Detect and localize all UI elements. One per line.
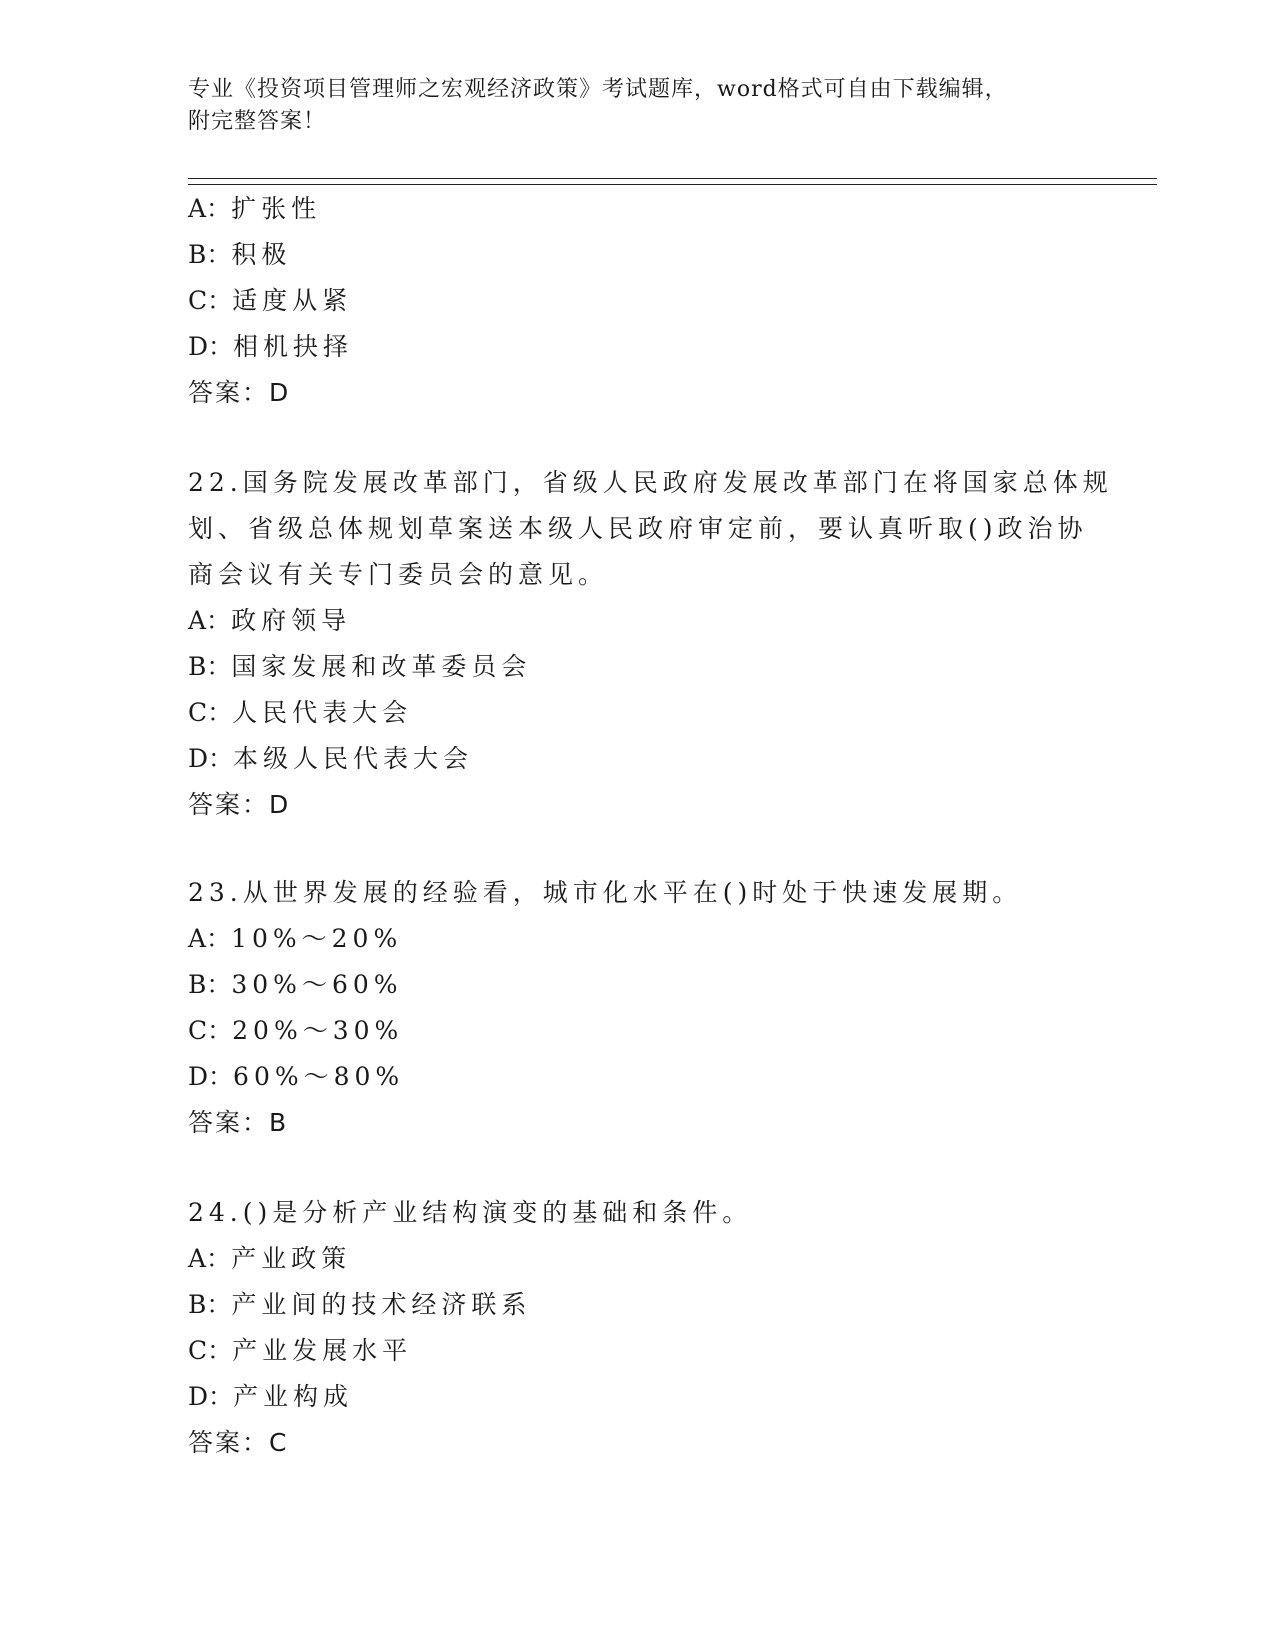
question-text-line-1: 24.()是分析产业结构演变的基础和条件。 (188, 1198, 753, 1227)
answer-line: 答案：C (188, 1428, 289, 1457)
answer-line: 答案：D (188, 378, 291, 407)
document-header (188, 74, 1088, 138)
option-d: D：本级人民代表大会 (188, 744, 474, 773)
question-text-line-1: 23.从世界发展的经验看，城市化水平在()时处于快速发展期。 (188, 878, 1023, 907)
header-divider-bottom (188, 184, 1157, 185)
option-c: C：产业发展水平 (188, 1336, 413, 1365)
question-text-line-3: 商会议有关专门委员会的意见。 (188, 560, 609, 589)
header-line-2: 附完整答案！ (188, 109, 327, 134)
question-text-line-1: 22.国务院发展改革部门，省级人民政府发展改革部门在将国家总体规 (188, 468, 1113, 497)
answer-line: 答案：D (188, 790, 291, 819)
option-c: C：适度从紧 (188, 286, 353, 315)
question-block-23 (188, 870, 1088, 1146)
question-block-22 (188, 460, 1113, 828)
option-a: A：政府领导 (188, 606, 352, 635)
option-b: B：积极 (188, 240, 292, 269)
question-block-21 (188, 186, 1088, 416)
option-a: A：10%～20% (188, 924, 403, 953)
option-d: D：60%～80% (188, 1062, 405, 1091)
option-a: A：扩张性 (188, 194, 322, 223)
question-text-line-2: 划、省级总体规划草案送本级人民政府审定前，要认真听取()政治协 (188, 514, 1088, 543)
option-d: D：相机抉择 (188, 332, 354, 361)
option-b: B：产业间的技术经济联系 (188, 1290, 532, 1319)
option-c: C：20%～30% (188, 1016, 404, 1045)
answer-line: 答案：B (188, 1108, 289, 1137)
header-divider-top (188, 178, 1157, 179)
header-line-1: 专业《投资项目管理师之宏观经济政策》考试题库，word格式可自由下载编辑， (188, 77, 1008, 102)
option-a: A：产业政策 (188, 1244, 352, 1273)
option-b: B：国家发展和改革委员会 (188, 652, 532, 681)
option-b: B：30%～60% (188, 970, 403, 999)
question-block-24 (188, 1190, 1088, 1466)
option-c: C：人民代表大会 (188, 698, 413, 727)
option-d: D：产业构成 (188, 1382, 354, 1411)
